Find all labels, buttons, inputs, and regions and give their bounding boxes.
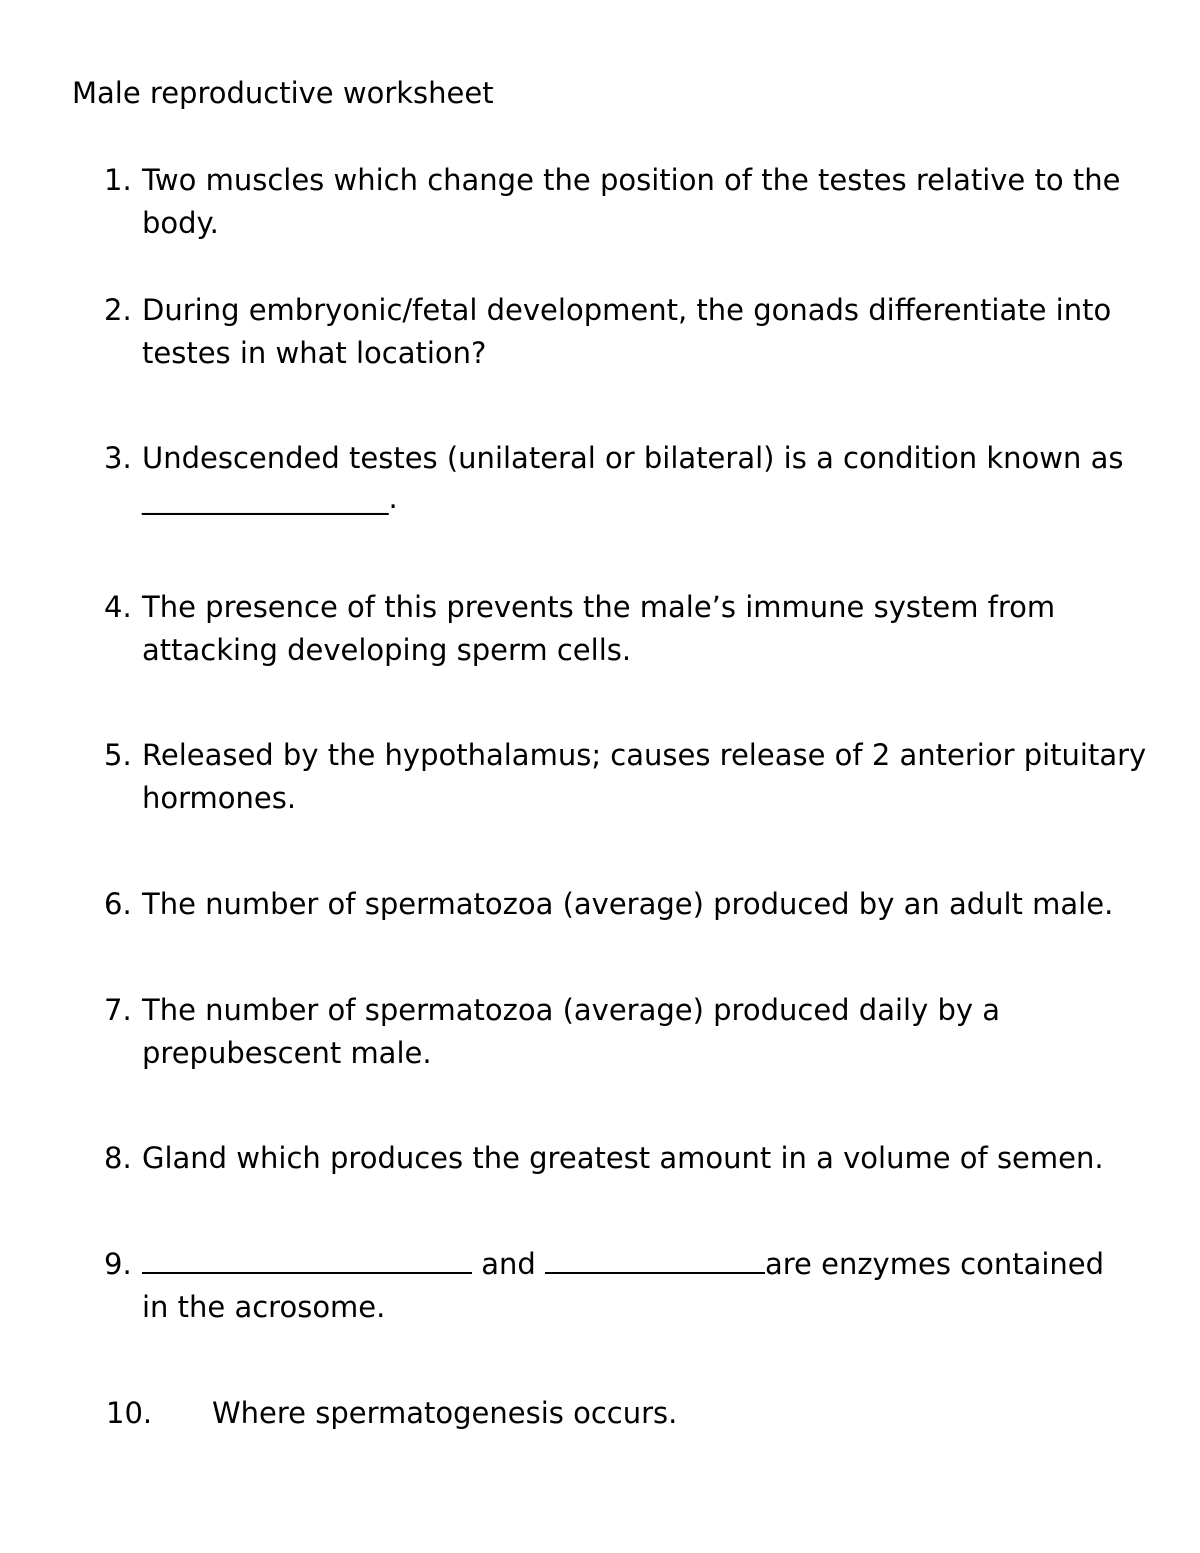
page-title: Male reproductive worksheet — [72, 76, 494, 110]
question-text-line-1: Where spermatogenesis occurs. — [212, 1396, 678, 1430]
question-text-line-2: in the acrosome. — [142, 1290, 386, 1324]
question-number: 1. — [104, 163, 132, 197]
question-text-line-2: attacking developing sperm cells. — [142, 633, 632, 667]
question-number: 4. — [104, 590, 132, 624]
question-text-end: are enzymes contained — [765, 1247, 1105, 1281]
question-text-line-2: body. — [142, 206, 219, 240]
question-number: 10. — [106, 1396, 153, 1430]
question-text-line-1: Undescended testes (unilateral or bilateral) is a condition known as — [142, 441, 1124, 475]
question-text-line-1 — [142, 1243, 1104, 1286]
question-number: 3. — [104, 441, 132, 475]
question-text-line-1: The number of spermatozoa (average) produced by an adult male. — [142, 887, 1114, 921]
question-text-line-1: Released by the hypothalamus; causes release of 2 anterior pituitary — [142, 738, 1147, 772]
question-number: 2. — [104, 293, 132, 327]
question-text-line-1: Two muscles which change the position of the testes relative to the — [142, 163, 1121, 197]
answer-blank-2 — [545, 1244, 765, 1274]
question-text-line-1: Gland which produces the greatest amount in a volume of semen. — [142, 1141, 1104, 1175]
question-text-line-1: The number of spermatozoa (average) produced daily by a — [142, 993, 1001, 1027]
question-text-line-1: During embryonic/fetal development, the gonads differentiate into — [142, 293, 1112, 327]
question-number: 7. — [104, 993, 132, 1027]
question-text-line-2: prepubescent male. — [142, 1036, 432, 1070]
question-number: 9. — [104, 1247, 132, 1281]
question-text-line-1: The presence of this prevents the male’s immune system from — [142, 590, 1056, 624]
question-text-line-2: testes in what location? — [142, 336, 487, 370]
question-text-line-2: hormones. — [142, 781, 297, 815]
question-number: 8. — [104, 1141, 132, 1175]
answer-blank: _________________. — [142, 481, 398, 515]
conjunction-text: and — [481, 1247, 536, 1281]
question-number: 5. — [104, 738, 132, 772]
answer-blank-1 — [142, 1244, 472, 1274]
question-number: 6. — [104, 887, 132, 921]
